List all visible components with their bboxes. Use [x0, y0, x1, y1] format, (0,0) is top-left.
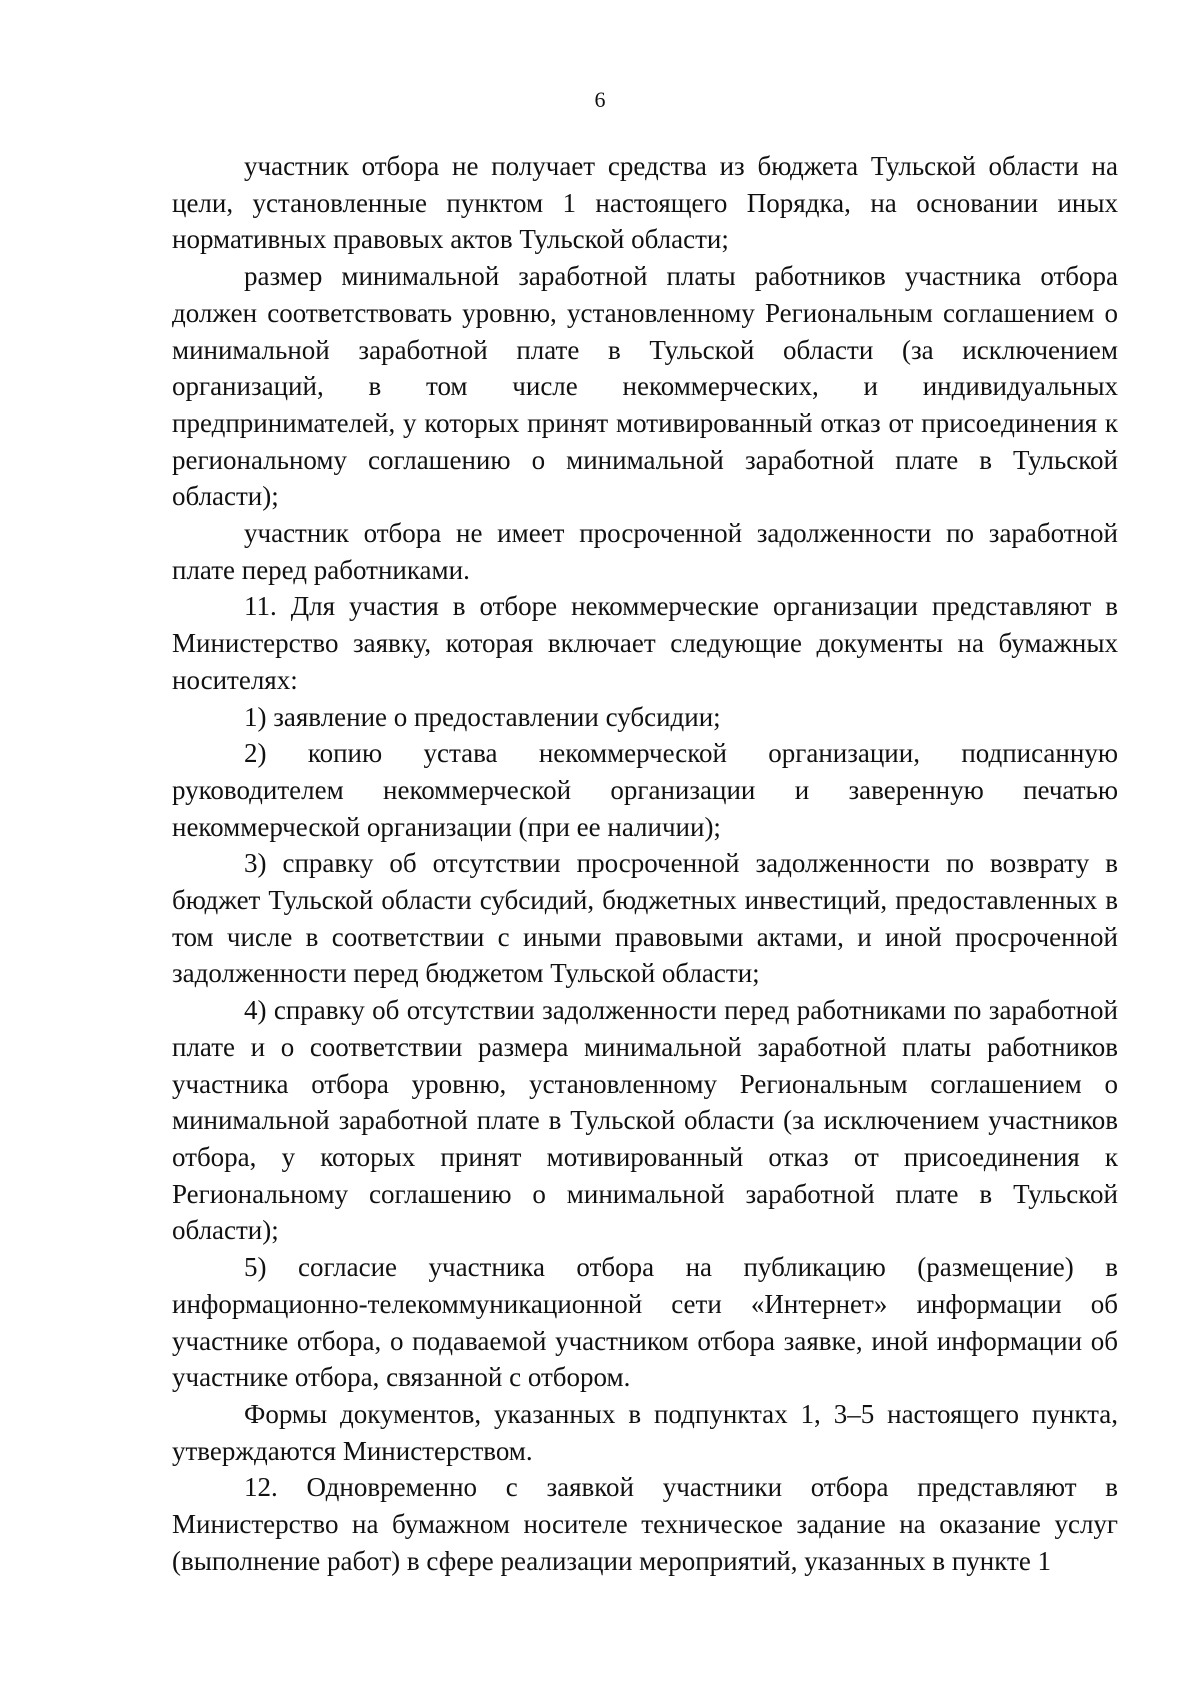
- page-number: 6: [594, 87, 606, 112]
- paragraph-item-1: 1) заявление о предоставлении субсидии;: [244, 701, 721, 732]
- paragraph-clause-12: 12. Одновременно с заявкой участники отбора представляют в Министерство на бумажном носителе техническое задание на оказание услуг (выполнение работ) в сфере реализации мероприятий, указанных в пункте 1: [172, 1472, 1118, 1576]
- paragraph-clause-11: 11. Для участия в отборе некоммерческие организации представляют в Министерство заявку, которая включает следующие документы на бумажных носителях:: [172, 591, 1118, 695]
- paragraph-item-4: 4) справку об отсутствии задолженности перед работниками по заработной плате и о соответствии размера минимальной заработной платы работников участника отбора уровню, установленному Региональным соглашением о минимальной заработной плате в Тульской области (за исключением участников отбора, у которых принят мотивированный отказ от присоединения к Региональному соглашению о минимальной заработной плате в Тульской области);: [172, 995, 1118, 1246]
- paragraph-no-wage-arrears: участник отбора не имеет просроченной задолженности по заработной плате перед работниками.: [172, 518, 1118, 585]
- paragraph-participant-no-budget-funds: участник отбора не получает средства из бюджета Тульской области на цели, установленные пунктом 1 настоящего Порядка, на основании иных нормативных правовых актов Тульской области;: [172, 151, 1118, 255]
- paragraph-item-2: 2) копию устава некоммерческой организации, подписанную руководителем некоммерческой организации и заверенную печатью некоммерческой организации (при ее наличии);: [172, 738, 1118, 842]
- paragraph-item-5: 5) согласие участника отбора на публикацию (размещение) в информационно-телекоммуникационной сети «Интернет» информации об участнике отбора, о подаваемой участником отбора заявке, иной информации об участнике отбора, связанной с отбором.: [172, 1252, 1118, 1393]
- document-body: [172, 148, 1118, 1579]
- paragraph-forms-approval: Формы документов, указанных в подпунктах 1, 3–5 настоящего пункта, утверждаются Министерством.: [172, 1398, 1118, 1466]
- paragraph-minimum-wage: размер минимальной заработной платы работников участника отбора должен соответствовать уровню, установленному Региональным соглашением о минимальной заработной плате в Тульской области (за исключением организаций, в том числе некоммерческих, и индивидуальных предпринимателей, у которых принят мотивированный отказ от присоединения к региональному соглашению о минимальной заработной плате в Тульской области);: [172, 261, 1118, 512]
- paragraph-item-3: 3) справку об отсутствии просроченной задолженности по возврату в бюджет Тульской области субсидий, бюджетных инвестиций, предоставленных в том числе в соответствии с иными правовыми актами, и иной просроченной задолженности перед бюджетом Тульской области;: [172, 848, 1118, 989]
